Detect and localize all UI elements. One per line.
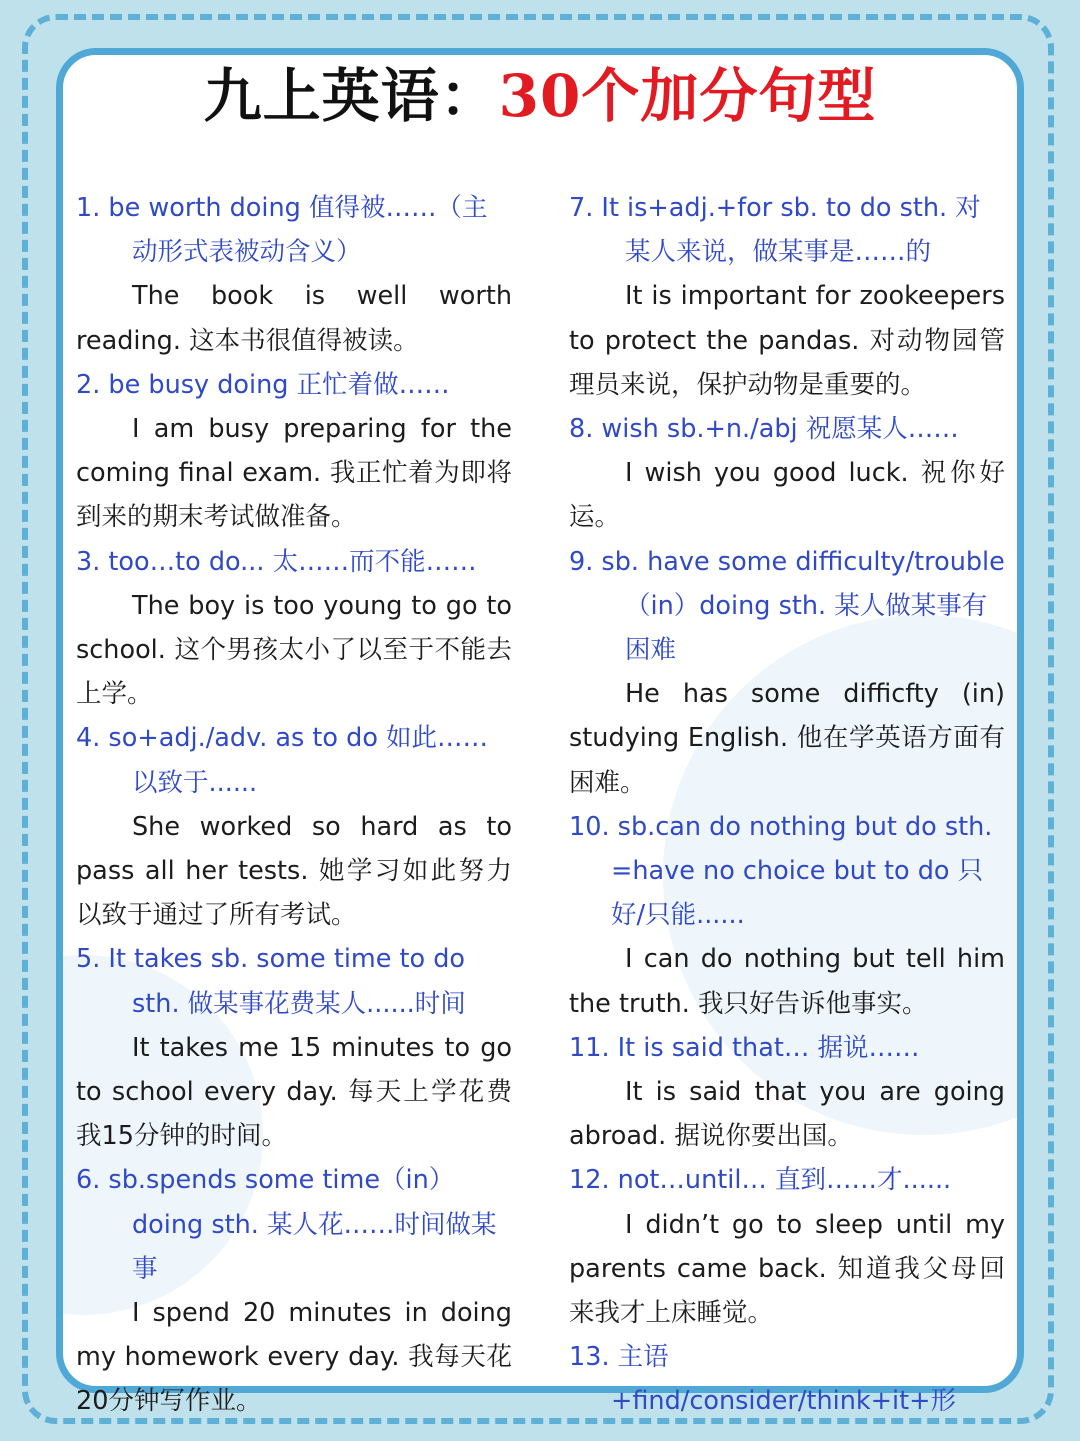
pattern-heading: 7. It is+adj.+for sb. to do sth. 对某人来说，做某事是……的 — [569, 193, 981, 268]
pattern-example: It is important for zookeepers to protect the pandas. 对动物园管理员来说，保护动物是重要的。 — [569, 281, 1005, 400]
pattern-example: He has some difficfty (in) studying English. 他在学英语方面有困难。 — [569, 679, 1005, 798]
pattern-heading: 3. too…to do... 太……而不能…… — [76, 546, 477, 577]
pattern-example: I am busy preparing for the coming final exam. 我正忙着为即将到来的期末考试做准备。 — [76, 414, 512, 533]
title-part-red: 30个加分句型 — [498, 62, 877, 130]
left-column — [76, 186, 512, 1424]
pattern-heading: 12. not…until… 直到……才...... — [569, 1165, 952, 1196]
pattern-example: I spend 20 minutes in doing my homework every day. 我每天花20分钟写作业。 — [76, 1298, 512, 1417]
pattern-heading: 4. so+adj./adv. as to do 如此……以致于...... — [76, 723, 489, 798]
pattern-heading: 2. be busy doing 正忙着做…… — [76, 369, 450, 400]
right-column — [569, 186, 1005, 1424]
pattern-example: She worked so hard as to pass all her tests. 她学习如此努力以致于通过了所有考试。 — [76, 811, 512, 931]
pattern-heading: 9. sb. have some difficulty/trouble（in）doing sth. 某人做某事有困难 — [569, 546, 1005, 666]
pattern-example: It is said that you are going abroad. 据说你要出国。 — [569, 1077, 1005, 1152]
pattern-heading: 11. It is said that… 据说…… — [569, 1032, 920, 1063]
pattern-example: I wish you good luck. 祝你好运。 — [569, 458, 1005, 533]
pattern-heading: 1. be worth doing 值得被……（主动形式表被动含义） — [76, 193, 488, 268]
pattern-heading: 8. wish sb.+n./abj 祝愿某人…… — [569, 414, 959, 445]
title-part-black: 九上英语： — [203, 62, 499, 130]
pattern-example: I didn’t go to sleep until my parents came back. 知道我父母回来我才上床睡觉。 — [569, 1209, 1005, 1329]
pattern-heading: 13. 主语+find/consider/think+it+形 — [569, 1342, 956, 1417]
pattern-heading: 5. It takes sb. some time to do sth. 做某事花费某人......时间 — [76, 944, 466, 1019]
pattern-heading: 6. sb.spends some time（in）doing sth. 某人花……时间做某事 — [76, 1165, 497, 1284]
page-title — [0, 60, 1080, 132]
pattern-heading: 10. sb.can do nothing but do sth. =have no choice but to do 只好/只能...... — [569, 811, 993, 931]
pattern-example: The book is well worth reading. 这本书很值得被读。 — [76, 281, 512, 356]
pattern-example: The boy is too young to go to school. 这个男孩太小了以至于不能去上学。 — [76, 590, 512, 710]
pattern-example: It takes me 15 minutes to go to school every day. 每天上学花费我15分钟的时间。 — [76, 1032, 512, 1152]
pattern-example: I can do nothing but tell him the truth. 我只好告诉他事实。 — [569, 944, 1005, 1019]
